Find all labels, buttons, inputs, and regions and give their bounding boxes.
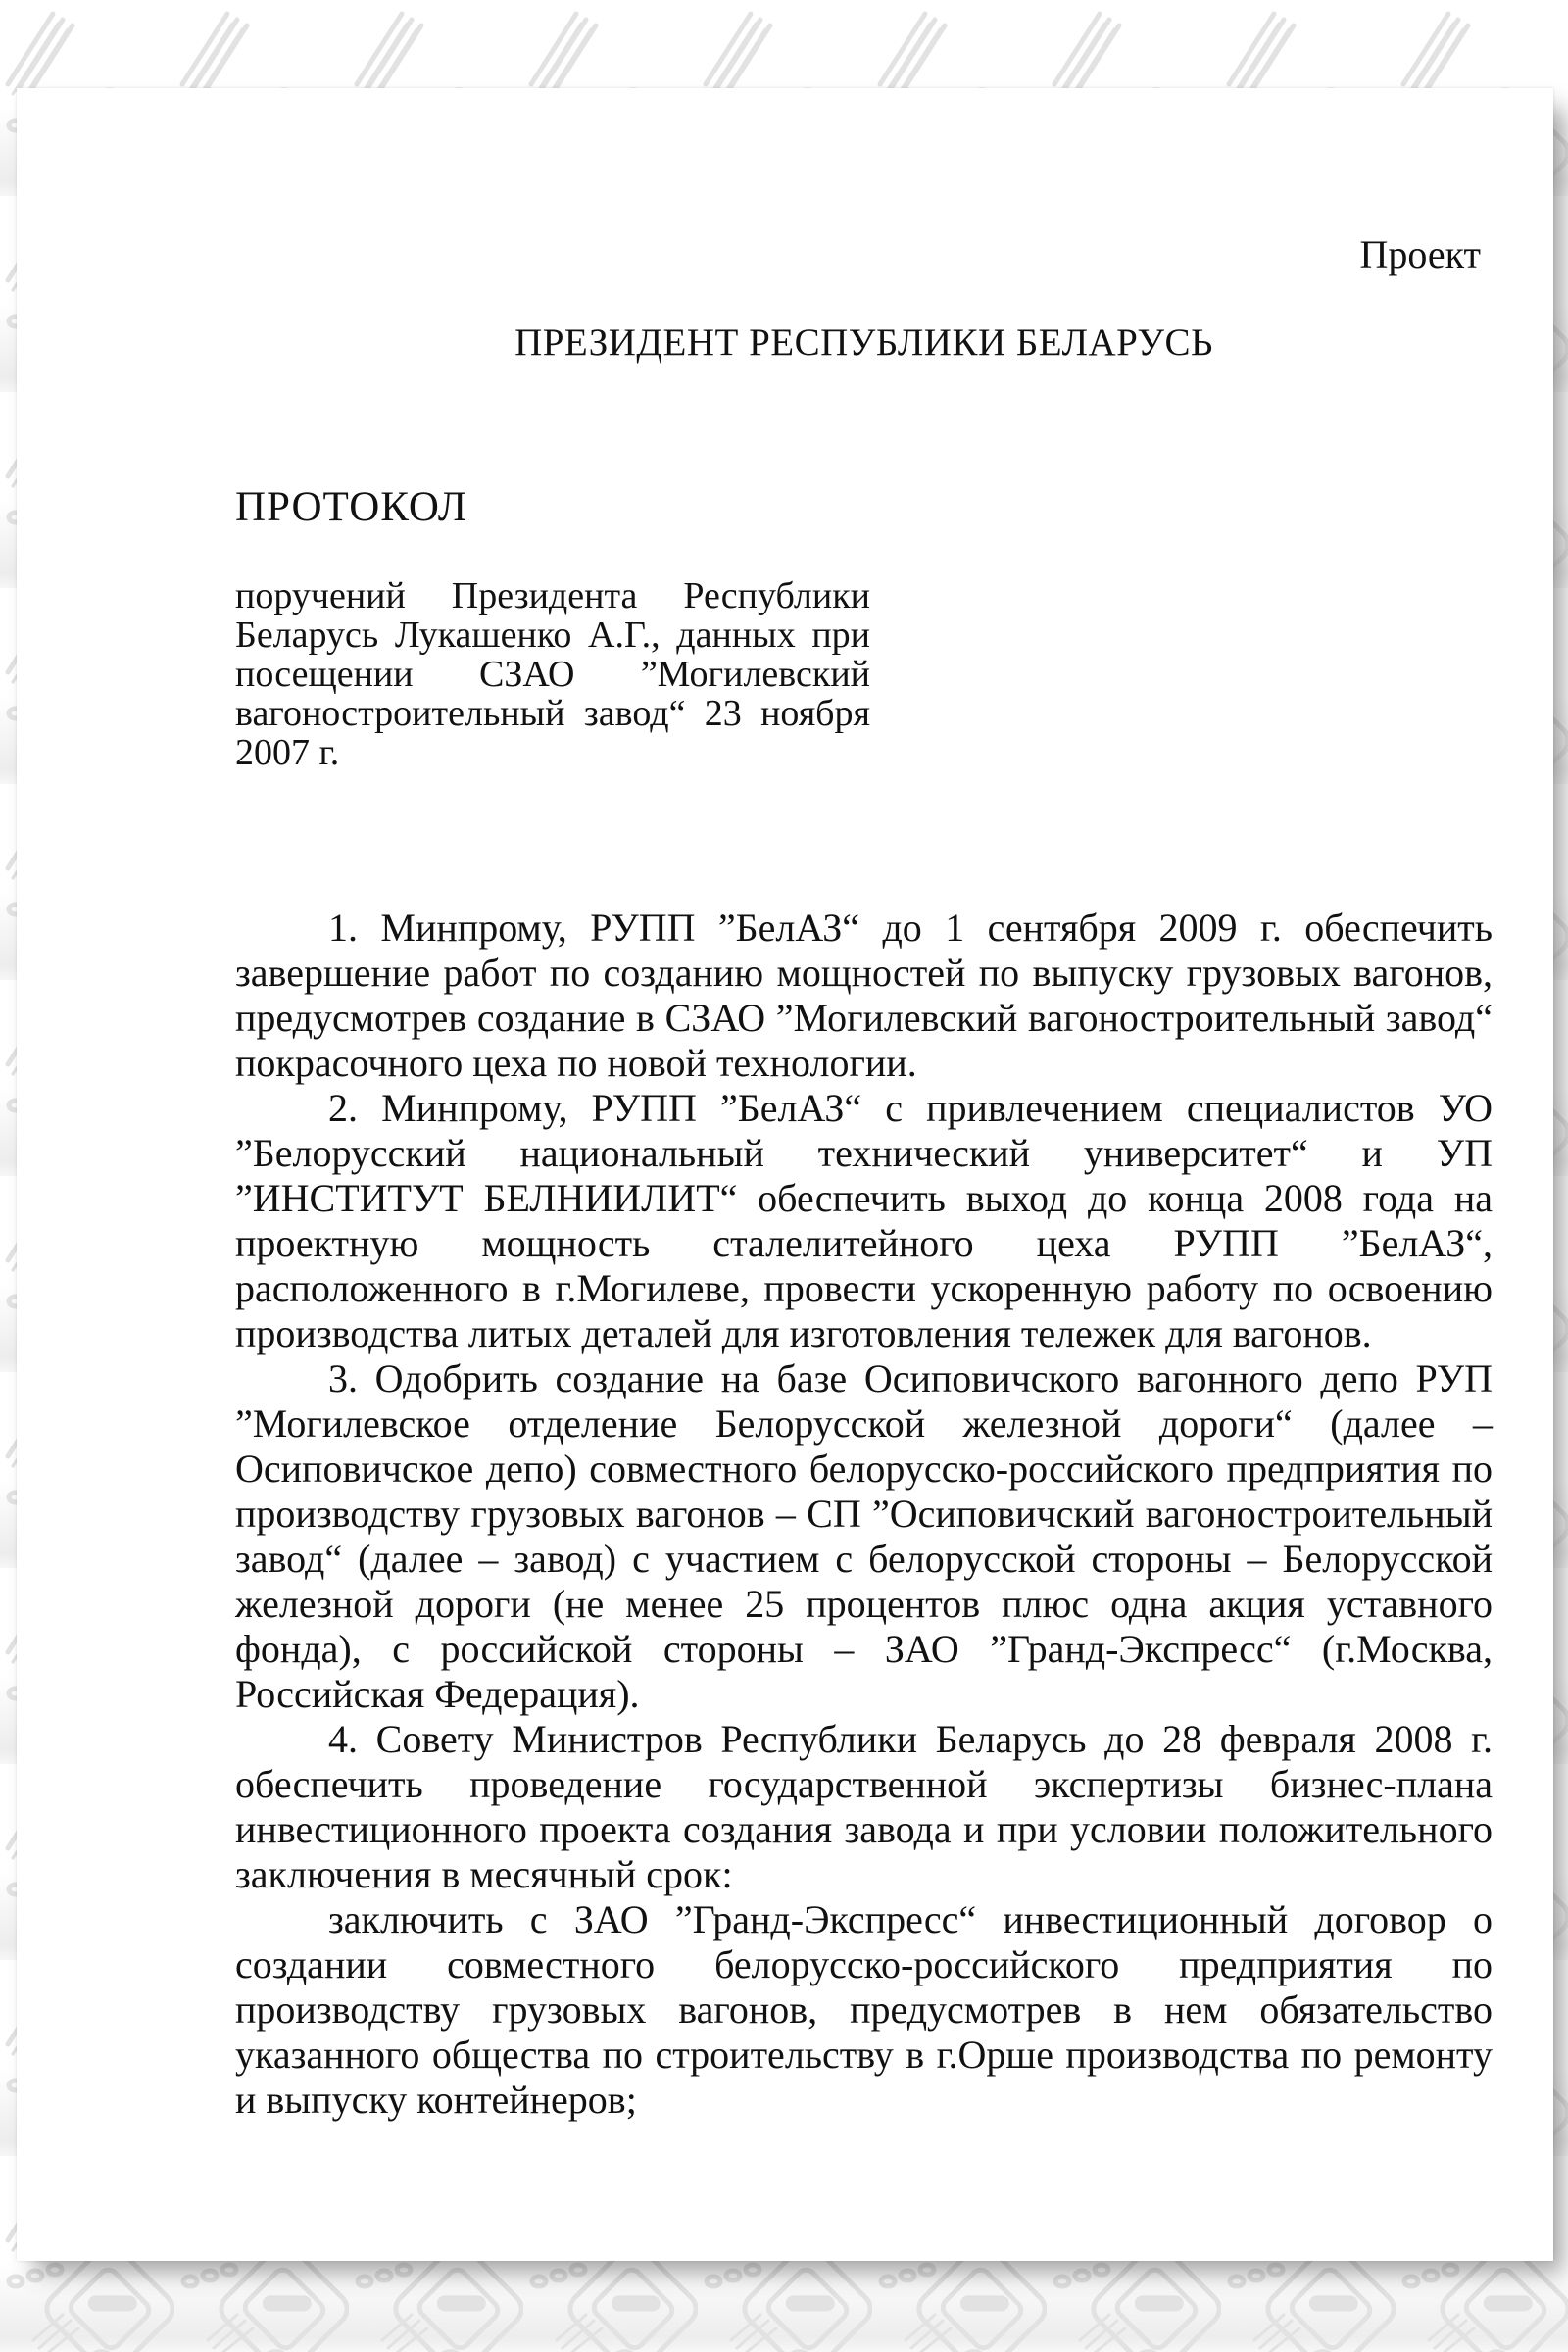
letterhead-title: ПРЕЗИДЕНТ РЕСПУБЛИКИ БЕЛАРУСЬ — [514, 321, 1213, 364]
draft-label: Проект — [1359, 232, 1481, 276]
paragraph-1: 1. Минпрому, РУПП ”БелАЗ“ до 1 сентября 2009 г. обеспечить завершение работ по созданию мощностей по выпуску грузовых вагонов, предусмотрев создание в СЗАО ”Могилевский вагоностроительный завод“ покрасочного цеха по новой технологии. — [235, 906, 1493, 1085]
paragraph-2: 2. Минпрому, РУПП ”БелАЗ“ с привлечением специалистов УО ”Белорусский национальный технический университет“ и УП ”ИНСТИТУТ БЕЛНИИЛИТ“ обеспечить выход до конца 2008 года на проектную мощность сталелитейного цеха РУПП ”БелАЗ“, расположенного в г.Могилеве, провести ускоренную работу по освоению производства литых деталей для изготовления тележек для вагонов. — [235, 1086, 1493, 1355]
document-content — [235, 88, 1493, 2123]
document-body — [235, 906, 1493, 2123]
document-subject-block: поручений Президента Республики Беларусь Лукашенко А.Г., данных при посещении СЗАО ”Могилевский вагоностроительный завод“ 23 ноября 2007 г. — [235, 575, 870, 773]
document-page — [17, 88, 1553, 2261]
paragraph-5: заключить с ЗАО ”Гранд-Экспресс“ инвестиционный договор о создании совместного белорусско-российского предприятия по производству грузовых вагонов, предусмотрев в нем обязательство указанного общества по строительству в г.Орше производства по ремонту и выпуску контейнеров; — [235, 1897, 1493, 2122]
paragraph-3: 3. Одобрить создание на базе Осиповичского вагонного депо РУП ”Могилевское отделение Белорусской железной дороги“ (далее – Осиповичское депо) совместного белорусско-российского предприятия по производству грузовых вагонов – СП ”Осиповичский вагоностроительный завод“ (далее – завод) с участием с белорусской стороны – Белорусской железной дороги (не менее 25 процентов плюс одна акция уставного фонда), с российской стороны – ЗАО ”Гранд-Экспресс“ (г.Москва, Российская Федерация). — [235, 1356, 1493, 1716]
document-type-heading: ПРОТОКОЛ — [235, 484, 467, 530]
paragraph-4: 4. Совету Министров Республики Беларусь до 28 февраля 2008 г. обеспечить проведение государственной экспертизы бизнес-плана инвестиционного проекта создания завода и при условии положительного заключения в месячный срок: — [235, 1717, 1493, 1896]
